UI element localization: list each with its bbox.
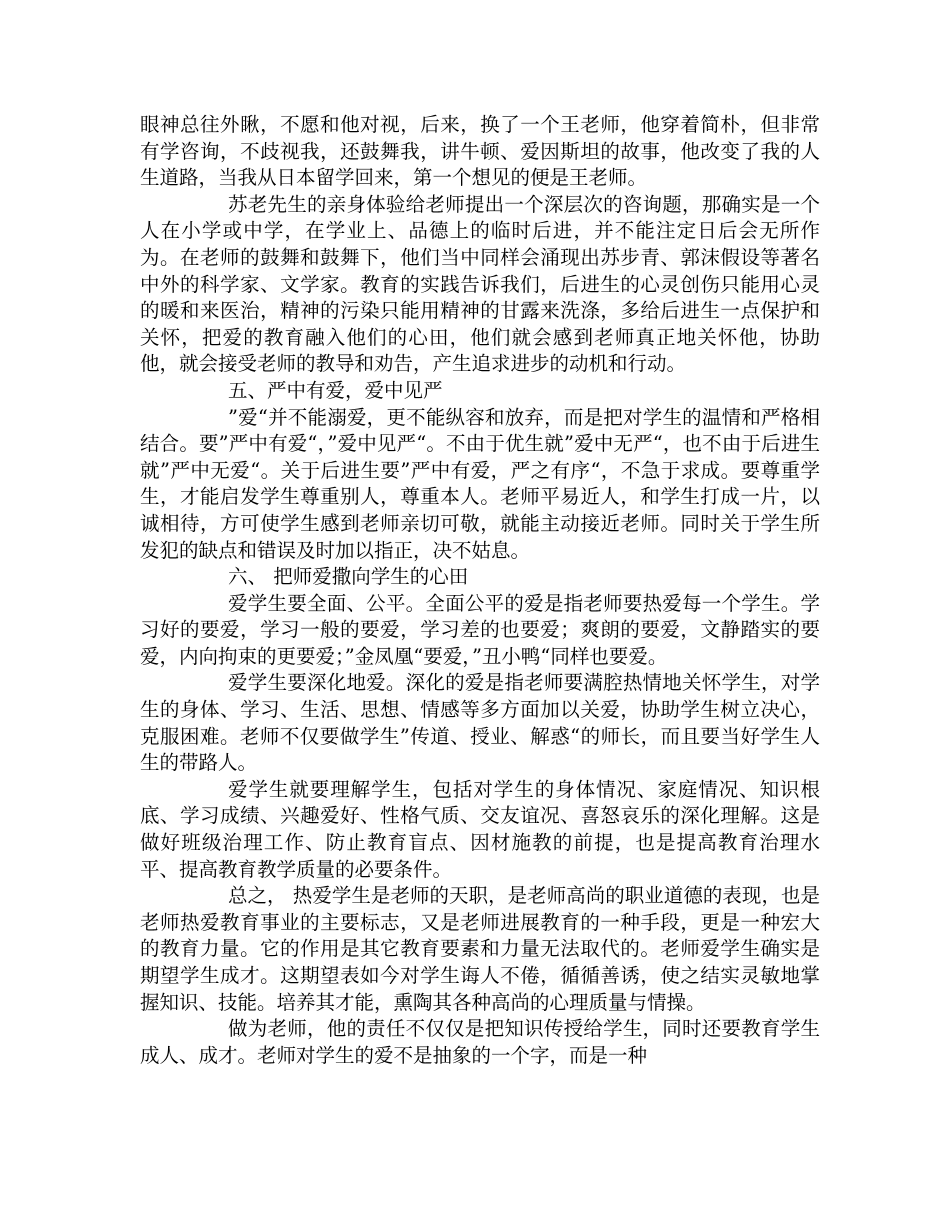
section-heading-5: 五、严中有爱，爱中见严 [228,378,443,402]
paragraph-1: 眼神总往外瞅，不愿和他对视，后来，换了一个王老师，他穿着简朴，但非常有学咨询，不歧视我，还鼓舞我，讲牛顿、爱因斯坦的故事，他改变了我的人生道路，当我从日本留学回来，第一个想见的便是王老师。 [140,113,820,190]
paragraph-4: 爱学生要全面、公平。全面公平的爱是指老师要热爱每一个学生。学习好的要爱，学习一般的要爱，学习差的也要爱；爽朗的要爱，文静踏实的要爱，内向拘束的更要爱；”金凤凰“要爱，”丑小鸭“同样也要爱。 [140,591,820,668]
paragraph-5: 爱学生要深化地爱。深化的爱是指老师要满腔热情地关怀学生，对学生的身体、学习、生活、思想、情感等多方面加以关爱，协助学生树立决心，克服困难。老师不仅要做学生”传道、授业、解惑“的师长，而且要当好学生人生的带路人。 [140,671,820,775]
paragraph-3: ”爱“并不能溺爱，更不能纵容和放弃，而是把对学生的温情和严格相结合。要”严中有爱“，”爱中见严“。不由于优生就”爱中无严“，也不由于后进生就”严中无爱“。关于后进生要”严中有爱，严之有序“，不急于求成。要尊重学生，才能启发学生尊重别人，尊重本人。老师平易近人，和学生打成一片，以诚相待，方可使学生感到老师亲切可敬，就能主动接近老师。同时关于学生所发犯的缺点和错误及时加以指正，决不姑息。 [140,405,820,562]
section-heading-6: 六、 把师爱撒向学生的心田 [228,565,469,589]
paragraph-7: 总之， 热爱学生是老师的天职，是老师高尚的职业道德的表现，也是老师热爱教育事业的主要标志，又是老师进展教育的一种手段，更是一种宏大的教育力量。它的作用是其它教育要素和力量无法取代的。老师爱学生确实是期望学生成才。这期望表如今对学生诲人不倦，循循善诱，使之结实灵敏地掌握知识、技能。培养其才能，熏陶其各种高尚的心理质量与情操。 [140,884,820,1014]
document-page [140,112,820,1069]
paragraph-6: 爱学生就要理解学生，包括对学生的身体情况、家庭情况、知识根底、学习成绩、兴趣爱好、性格气质、交友谊况、喜怒哀乐的深化理解。这是做好班级治理工作、防止教育盲点、因材施教的前提，也是提高教育治理水平、提高教育教学质量的必要条件。 [140,777,820,881]
paragraph-8: 做为老师，他的责任不仅仅是把知识传授给学生，同时还要教育学生成人、成才。老师对学生的爱不是抽象的一个字，而是一种 [140,1017,820,1067]
paragraph-2: 苏老先生的亲身体验给老师提出一个深层次的咨询题，那确实是一个人在小学或中学，在学业上、品德上的临时后进，并不能注定日后会无所作为。在老师的鼓舞和鼓舞下，他们当中同样会涌现出苏步青、郭沫假设等著名中外的科学家、文学家。教育的实践告诉我们，后进生的心灵创伤只能用心灵的暖和来医治，精神的污染只能用精神的甘露来洗涤，多给后进生一点保护和关怀，把爱的教育融入他们的心田，他们就会感到老师真正地关怀他，协助他，就会接受老师的教导和劝告，产生追求进步的动机和行动。 [140,192,820,376]
